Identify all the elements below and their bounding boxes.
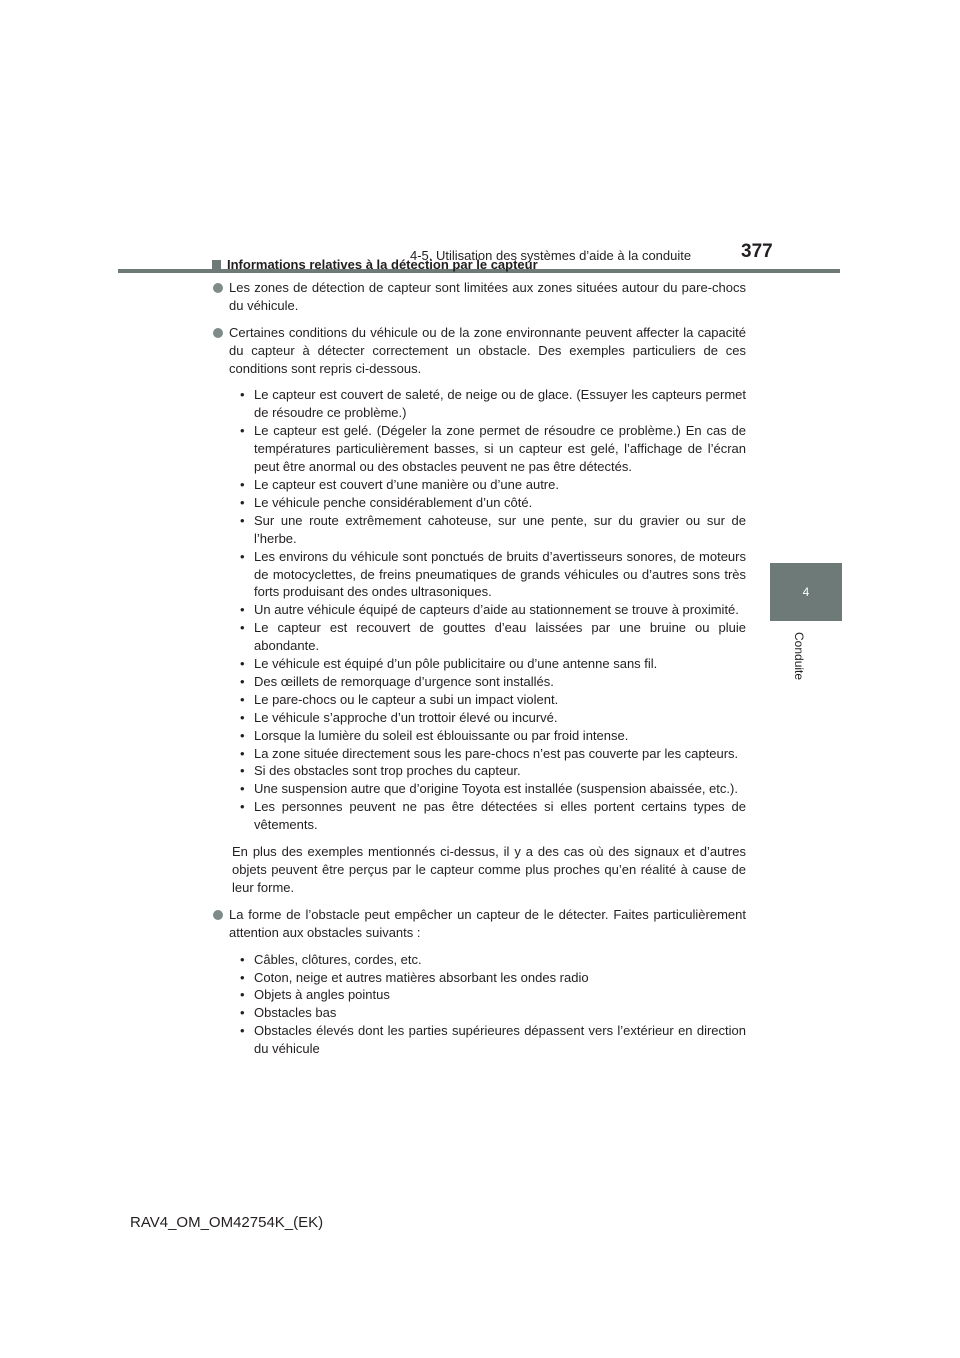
list-item: • Le capteur est gelé. (Dégeler la zone permet de résoudre ce problème.) En cas de températures particulièrement basses, si un capteur est gelé, l’affichage de l’écran peut être anormal ou des obstacles peuvent ne pas être détectés. — [240, 423, 746, 475]
list-item: • Une suspension autre que d’origine Toyota est installée (suspension abaissée, etc.). — [240, 781, 738, 797]
list-item: • Le capteur est couvert d’une manière ou d’une autre. — [240, 476, 559, 492]
list-item: • Le pare-chocs ou le capteur a subi un impact violent. — [240, 691, 559, 707]
list-item: • Des œillets de remorquage d’urgence sont installés. — [240, 673, 554, 689]
list-item: • Lorsque la lumière du soleil est éblouissante ou par froid intense. — [240, 727, 629, 743]
info-point-text: Certaines conditions du véhicule ou de la zone environnante peuvent affecter la capacité du capteur à détecter correctement un obstacle. Des exemples particuliers de ces conditions sont repris ci-dessous. — [229, 324, 746, 376]
info-point — [210, 324, 746, 378]
list-item: • Le véhicule est équipé d’un pôle publicitaire ou d’une antenne sans fil. — [240, 656, 658, 672]
list-item: • Les personnes peuvent ne pas être détectées si elles portent certains types de vêtements. — [240, 799, 746, 833]
circle-bullet-icon — [213, 910, 223, 920]
info-point — [210, 279, 746, 315]
main-content — [210, 256, 746, 1067]
section-heading-text: Informations relatives à la détection par le capteur — [227, 257, 538, 272]
list-item: • Un autre véhicule équipé de capteurs d’aide au stationnement se trouve à proximité. — [240, 602, 739, 618]
conditions-list — [240, 386, 746, 834]
obstacles-list — [240, 951, 746, 1058]
list-item: • Si des obstacles sont trop proches du capteur. — [240, 763, 521, 779]
info-point — [210, 906, 746, 942]
list-item: • Le véhicule penche considérablement d’un côté. — [240, 494, 533, 510]
info-point-text: Les zones de détection de capteur sont limitées aux zones situées autour du pare-chocs du véhicule. — [229, 279, 746, 313]
list-item: • Le capteur est recouvert de gouttes d’eau laissées par une bruine ou pluie abondante. — [240, 620, 746, 654]
list-item: • Sur une route extrêmement cahoteuse, sur une pente, sur du gravier ou sur de l’herbe. — [240, 512, 746, 546]
info-point-text: La forme de l’obstacle peut empêcher un capteur de le détecter. Faites particulièrement attention aux obstacles suivants : — [229, 906, 746, 940]
after-conditions-text: En plus des exemples mentionnés ci-dessus, il y a des cas où des signaux et d’autres objets peuvent être perçus par le capteur comme plus proches qu’en réalité à cause de leur forme. — [232, 844, 746, 895]
header-section-title: 4-5. Utilisation des systèmes d’aide à la conduite — [410, 248, 692, 263]
list-item: • Obstacles bas — [240, 1005, 337, 1021]
footer-document-code: RAV4_OM_OM42754K_(EK) — [130, 1214, 324, 1231]
list-item: • La zone située directement sous les pare-chocs n’est pas couverte par les capteurs. — [240, 745, 739, 761]
circle-bullet-icon — [213, 283, 223, 293]
list-item: • Coton, neige et autres matières absorbant les ondes radio — [240, 969, 589, 985]
list-item: • Le véhicule s’approche d’un trottoir élevé ou incurvé. — [240, 709, 558, 725]
chapter-number: 4 — [802, 585, 810, 599]
list-item: • Le capteur est couvert de saleté, de neige ou de glace. (Essuyer les capteurs permet de résoudre ce problème.) — [240, 387, 746, 421]
chapter-tab[interactable] — [770, 563, 842, 621]
list-item: • Les environs du véhicule sont ponctués de bruits d’avertisseurs sonores, de moteurs de motocyclettes, de freins pneumatiques de grands véhicules ou d’autres sons très forts produisant des ondes ultrasoniques. — [240, 548, 746, 600]
chapter-label: Conduite — [792, 632, 806, 681]
page-number: 377 — [741, 241, 773, 262]
section-heading — [210, 256, 746, 274]
list-item: • Obstacles élevés dont les parties supérieures dépassent vers l’extérieur en direction du véhicule — [240, 1023, 746, 1057]
circle-bullet-icon — [213, 328, 223, 338]
square-bullet-icon — [212, 260, 221, 269]
list-item: • Objets à angles pointus — [240, 987, 390, 1003]
list-item: • Câbles, clôtures, cordes, etc. — [240, 951, 422, 967]
